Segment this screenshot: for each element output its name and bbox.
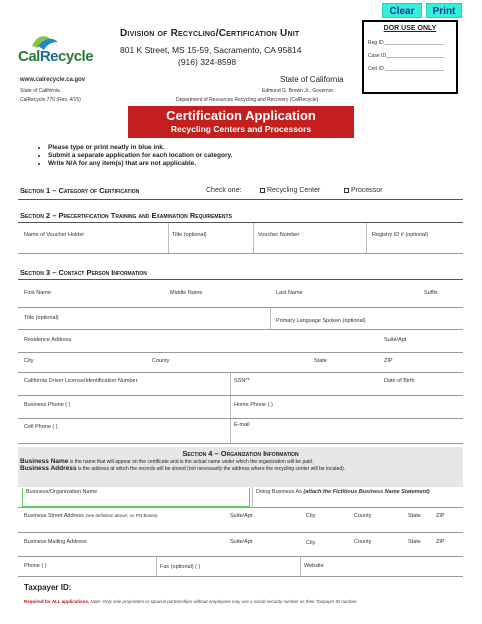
language-field[interactable]: Primary Language Spoken (optional)	[276, 318, 366, 324]
dba-field[interactable]: Doing Business As (attach the Fictitious Business Name Statement)	[256, 489, 430, 495]
org-county-field[interactable]: County	[354, 513, 372, 519]
org-suite-field[interactable]: Suite/Apt	[230, 513, 253, 519]
reg-id-field[interactable]: Reg ID _____________________	[368, 40, 444, 46]
business-phone-field[interactable]: Business Phone ( )	[24, 402, 71, 408]
home-phone-field[interactable]: Home Phone ( )	[234, 402, 273, 408]
department-line: Department of Resources Recycling and Recovery (CalRecycle)	[176, 97, 319, 103]
form-subtitle: Recycling Centers and Processors	[170, 124, 312, 134]
dor-use-only-box	[362, 20, 458, 94]
instruction-item: • Write N/A for any item(s) that are not applicable.	[48, 160, 232, 167]
first-name-field[interactable]: First Name	[24, 290, 51, 296]
section4-title: Section 4 – Organization Information	[182, 449, 299, 458]
org-zip-field[interactable]: ZIP	[436, 513, 445, 519]
mailing-state-field[interactable]: State	[408, 539, 421, 545]
mailing-zip-field[interactable]: ZIP	[436, 539, 445, 545]
print-button[interactable]: Print	[426, 3, 462, 18]
mailing-city-field[interactable]: City	[306, 540, 316, 546]
checkbox-icon	[260, 188, 265, 193]
cert-id-field[interactable]: Cert ID _____________________	[368, 66, 444, 72]
taxpayer-id-label: Taxpayer ID:	[24, 583, 72, 592]
division-title: Division of Recycling/Certification Unit	[120, 28, 300, 39]
instruction-item: • Submit a separate application for each location or category.	[48, 152, 232, 159]
clear-button[interactable]: Clear	[382, 3, 422, 18]
email-field[interactable]: E-mail	[234, 422, 250, 428]
mailing-address-field[interactable]: Business Mailing Address	[24, 539, 87, 545]
division-address: 801 K Street, MS 15-59, Sacramento, CA 95814	[120, 45, 302, 55]
section3-title: Section 3 – Contact Person Information	[20, 268, 147, 277]
last-name-field[interactable]: Last Name	[276, 290, 303, 296]
case-id-field[interactable]: Case ID_____________________	[368, 53, 445, 59]
mailing-suite-field[interactable]: Suite/Apt	[230, 539, 253, 545]
processor-checkbox[interactable]: Processor	[344, 187, 383, 194]
state-field[interactable]: State	[314, 358, 327, 364]
dor-title: DOR USE ONLY	[383, 25, 437, 32]
state-small: State of California	[20, 88, 60, 94]
title-banner	[128, 106, 354, 138]
date-of-birth-field[interactable]: Date of Birth	[384, 378, 415, 384]
state-label: State of California	[280, 75, 344, 84]
form-number: CalRecycle 770 (Rev. 4/15)	[20, 97, 81, 103]
street-address-field[interactable]: Business Street Address (see definition above; no PO Boxes)	[24, 513, 158, 519]
section1-title: Section 1 – Category of Certification	[20, 186, 140, 195]
taxpayer-note: Required for ALL applications. Note: Only sole proprietors or spousal partnerships without employees may use a social security number as their Taxpayer ID number.	[24, 599, 358, 604]
mailing-county-field[interactable]: County	[354, 539, 372, 545]
cell-phone-field[interactable]: Cell Phone ( )	[24, 424, 58, 430]
zip-field[interactable]: ZIP	[384, 358, 393, 364]
middle-name-field[interactable]: Middle Name	[170, 290, 203, 296]
checkbox-icon	[344, 188, 349, 193]
voucher-holder-field[interactable]: Name of Voucher Holder	[24, 232, 85, 238]
recycling-center-checkbox[interactable]: Recycling Center	[260, 187, 320, 194]
division-phone: (916) 324-8598	[178, 57, 237, 67]
residence-address-field[interactable]: Residence Address	[24, 337, 72, 343]
section4-header	[18, 447, 463, 487]
voucher-number-field[interactable]: Voucher Number	[258, 232, 300, 238]
logo-wordmark: CalRecycle	[18, 48, 94, 65]
contact-title-field[interactable]: Title (optional)	[24, 315, 59, 321]
residence-suite-field[interactable]: Suite/Apt	[384, 337, 407, 343]
org-city-field[interactable]: City	[306, 513, 316, 519]
org-phone-field[interactable]: Phone ( )	[24, 563, 47, 569]
website-link[interactable]: www.calrecycle.ca.gov	[20, 77, 86, 83]
business-address-definition: Business Address is the address at which the records will be stored (not necessarily the address where the recycling center will be located).	[20, 465, 346, 472]
section2-title: Section 2 – Precertification Training and Examination Requirements	[20, 211, 232, 220]
org-name-field: Business/Organization Name	[26, 489, 98, 495]
instruction-item: • Please type or print neatly in blue ink.	[48, 144, 232, 151]
org-state-field[interactable]: State	[408, 513, 421, 519]
city-field[interactable]: City	[24, 358, 34, 364]
instructions-list	[48, 144, 232, 168]
org-website-field[interactable]: Website	[304, 563, 324, 569]
org-fax-field[interactable]: Fax (optional) ( )	[160, 564, 201, 570]
governor-line: Edmund G. Brown Jr., Governor	[262, 88, 334, 94]
form-title: Certification Application	[166, 108, 316, 123]
ssn-field[interactable]: SSN**	[234, 378, 250, 384]
county-field[interactable]: County	[152, 358, 170, 364]
check-one-label: Check one:	[206, 187, 242, 194]
registry-id-field[interactable]: Registry ID # (optional)	[372, 232, 429, 238]
suffix-field[interactable]: Suffix	[424, 290, 438, 296]
business-name-definition: Business Name is the name that will appear on the certificate and is the actual name under which the organization will be paid.	[20, 458, 314, 465]
driver-license-field[interactable]: California Driver License/Identification Number	[24, 378, 138, 384]
voucher-title-field[interactable]: Title (optional)	[172, 232, 207, 238]
